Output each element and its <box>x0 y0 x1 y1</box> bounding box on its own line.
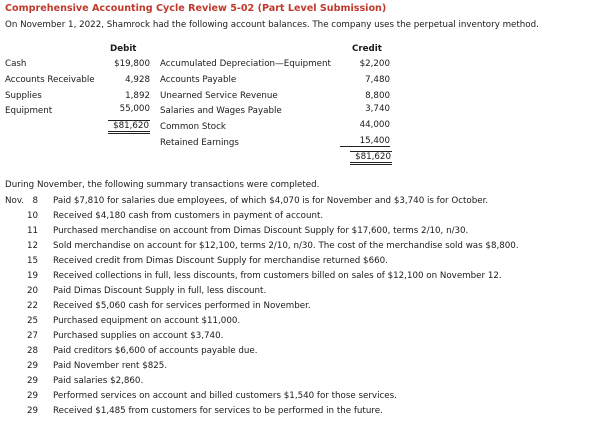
transaction-row <box>0 316 599 330</box>
transaction-text: Received credit from Dimas Discount Supply for merchandise returned $660. <box>53 256 388 266</box>
transaction-text: Purchased merchandise on account from Dimas Discount Supply for $17,600, terms 2/10, n/30. <box>53 226 469 236</box>
transaction-row <box>0 361 599 375</box>
credit-account-name: Unearned Service Revenue <box>160 91 278 101</box>
transaction-row <box>0 211 599 225</box>
transaction-text: Received $1,485 from customers for services to be performed in the future. <box>53 406 383 416</box>
transaction-day: 28 <box>26 346 38 356</box>
debit-account-name: Accounts Receivable <box>5 75 95 85</box>
transaction-day: 15 <box>26 256 38 266</box>
transaction-text: Purchased equipment on account $11,000. <box>53 316 241 326</box>
credit-account-name: Accounts Payable <box>160 75 237 85</box>
transaction-day: 19 <box>26 271 38 281</box>
transaction-day: 29 <box>26 391 38 401</box>
transaction-text: Received $5,060 cash for services performed in November. <box>53 301 311 311</box>
transaction-row <box>0 271 599 285</box>
credit-amount: $2,200 <box>359 59 390 69</box>
transaction-day: 29 <box>26 406 38 416</box>
credit-amount: 44,000 <box>359 120 390 130</box>
credit-amount: 15,400 <box>340 136 390 147</box>
credit-account-name: Salaries and Wages Payable <box>160 106 282 116</box>
credit-account-name: Accumulated Depreciation—Equipment <box>160 59 331 69</box>
debit-amount: $19,800 <box>114 59 150 69</box>
account-balances-table <box>0 0 599 170</box>
transaction-row <box>0 346 599 360</box>
transactions-intro: During November, the following summary transactions were completed. <box>5 180 320 190</box>
transaction-text: Paid salaries $2,860. <box>53 376 144 386</box>
transaction-day: 11 <box>26 226 38 236</box>
credit-total: $81,620 <box>350 151 392 165</box>
credit-account-name: Common Stock <box>160 122 226 132</box>
transaction-row <box>0 331 599 345</box>
transaction-row <box>0 226 599 240</box>
transaction-text: Performed services on account and billed customers $1,540 for those services. <box>53 391 397 401</box>
transaction-row <box>0 286 599 300</box>
credit-amount: 3,740 <box>365 104 390 114</box>
transaction-day: 12 <box>26 241 38 251</box>
transaction-text: Paid creditors $6,600 of accounts payable due. <box>53 346 258 356</box>
transaction-text: Paid Dimas Discount Supply in full, less discount. <box>53 286 267 296</box>
transaction-text: Received collections in full, less discounts, from customers billed on sales of $12,100 on November 12. <box>53 271 502 281</box>
transaction-day: 27 <box>26 331 38 341</box>
transaction-row <box>0 301 599 315</box>
transaction-text: Received $4,180 cash from customers in payment of account. <box>53 211 324 221</box>
credit-account-name: Retained Earnings <box>160 138 239 148</box>
transaction-day: 10 <box>26 211 38 221</box>
month-label: Nov. <box>5 196 25 206</box>
transaction-text: Paid $7,810 for salaries due employees, of which $4,070 is for November and $3,740 is for October. <box>53 196 489 206</box>
credit-amount: 7,480 <box>365 75 390 85</box>
intro-text: On November 1, 2022, Shamrock had the following account balances. The company uses the perpetual inventory method. <box>5 20 539 30</box>
debit-total: $81,620 <box>108 120 150 134</box>
transaction-row <box>0 196 599 210</box>
transaction-row <box>0 406 599 420</box>
debit-amount: 1,892 <box>125 91 150 101</box>
transaction-row <box>0 256 599 270</box>
debit-account-name: Equipment <box>5 106 53 116</box>
transaction-day: 20 <box>26 286 38 296</box>
transaction-day: 29 <box>26 376 38 386</box>
transaction-text: Sold merchandise on account for $12,100, terms 2/10, n/30. The cost of the merchandise sold was $8,800. <box>53 241 519 251</box>
credit-header: Credit <box>352 44 382 54</box>
transaction-text: Purchased supplies on account $3,740. <box>53 331 224 341</box>
debit-amount: 55,000 <box>119 104 150 114</box>
debit-account-name: Cash <box>5 59 27 69</box>
debit-amount: 4,928 <box>125 75 150 85</box>
transaction-day: 8 <box>32 196 38 206</box>
credit-amount: 8,800 <box>365 91 390 101</box>
transaction-text: Paid November rent $825. <box>53 361 168 371</box>
transaction-day: 25 <box>26 316 38 326</box>
transaction-row <box>0 391 599 405</box>
transaction-day: 22 <box>26 301 38 311</box>
transaction-row <box>0 376 599 390</box>
page-title: Comprehensive Accounting Cycle Review 5-02 (Part Level Submission) <box>5 3 387 14</box>
transaction-row <box>0 241 599 255</box>
transaction-day: 29 <box>26 361 38 371</box>
debit-account-name: Supplies <box>5 91 42 101</box>
debit-header: Debit <box>110 44 137 54</box>
